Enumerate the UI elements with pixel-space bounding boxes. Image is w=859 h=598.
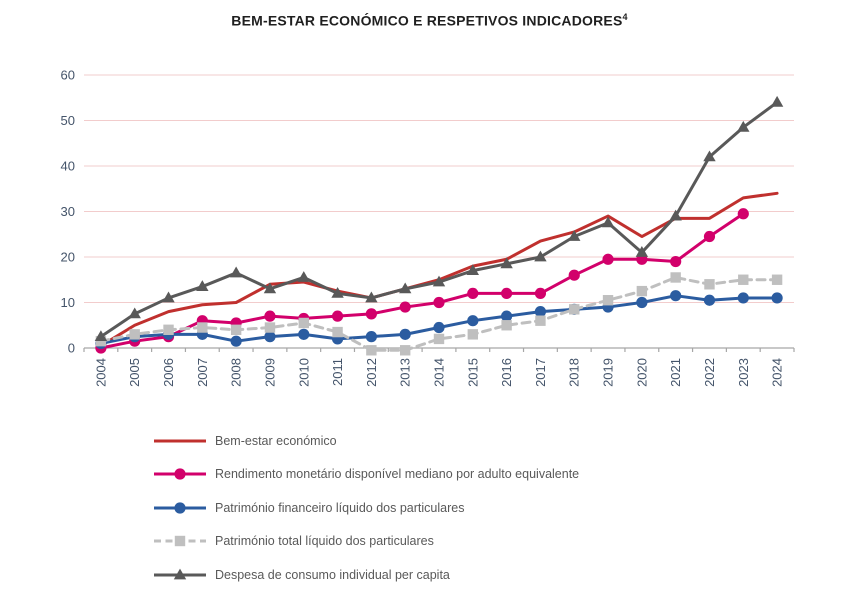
line-chart [0,58,859,420]
data-point-marker [569,270,580,281]
legend-label: Rendimento monetário disponível mediano por adulto equivalente [215,467,580,482]
data-point-marker [704,279,714,289]
data-point-marker [434,334,444,344]
y-axis-tick-label: 50 [60,113,75,128]
data-point-marker [603,295,613,305]
legend-triangle-sample-icon [154,568,206,582]
data-point-marker [332,311,343,322]
data-point-marker [174,502,185,513]
chart-title [0,12,859,29]
chart-legend [154,424,579,592]
x-axis-tick-label: 2014 [431,358,447,387]
data-point-marker [298,271,310,282]
data-point-marker [535,288,546,299]
data-point-marker [231,336,242,347]
data-point-marker [501,288,512,299]
x-axis-tick-label: 2017 [532,358,548,387]
x-axis-tick-label: 2019 [600,358,616,387]
x-axis-tick-label: 2004 [93,358,109,387]
x-axis-tick-label: 2013 [397,358,413,387]
x-axis-tick-label: 2022 [701,358,717,387]
y-axis-tick-label: 60 [60,67,75,83]
x-axis-tick-label: 2010 [296,358,312,387]
data-point-marker [501,320,511,330]
legend-square-sample-icon [154,534,206,548]
data-point-marker [163,325,173,335]
y-axis-tick-label: 40 [60,158,75,174]
data-point-marker [264,311,275,322]
legend-circle-sample-icon [154,501,206,515]
data-point-marker [400,329,411,340]
legend-label: Bem-estar económico [215,433,337,448]
legend-item-5 [154,558,579,592]
data-point-marker [467,288,478,299]
x-axis-tick-label: 2024 [769,358,785,387]
data-point-marker [332,327,342,337]
chart-title-text: BEM-ESTAR ECONÓMICO E RESPETIVOS INDICADORES [231,12,623,29]
data-point-marker [197,322,207,332]
x-axis-tick-label: 2015 [465,358,481,387]
data-point-marker [366,308,377,319]
data-point-marker [670,272,680,282]
y-axis-tick-label: 30 [60,204,75,219]
data-point-marker [738,208,749,219]
data-point-marker [231,325,241,335]
legend-item-1 [154,424,579,458]
data-point-marker [230,267,242,278]
legend-circle-sample-icon [154,467,206,481]
legend-label: Despesa de consumo individual per capita [215,567,450,582]
data-point-marker [299,318,309,328]
data-point-marker [569,304,579,314]
data-point-marker [535,316,545,326]
x-axis-tick-label: 2009 [262,358,278,387]
legend-item-3 [154,491,579,525]
data-point-marker [771,292,782,303]
chart-title-footnote-ref: 4 [622,12,628,22]
x-axis-tick-label: 2008 [228,358,244,387]
data-point-marker [433,297,444,308]
y-axis-tick-label: 20 [60,249,75,265]
legend-label: Património total líquido dos particulares [215,534,434,549]
data-point-marker [602,254,613,265]
data-point-marker [738,292,749,303]
data-point-marker [366,345,376,355]
x-axis-tick-label: 2012 [363,358,379,387]
data-point-marker [400,301,411,312]
x-axis-tick-label: 2005 [127,358,143,387]
x-axis-tick-label: 2021 [668,358,684,387]
data-point-marker [738,275,748,285]
data-point-marker [400,345,410,355]
x-axis-tick-label: 2018 [566,358,582,387]
data-point-marker [467,315,478,326]
data-point-marker [298,329,309,340]
data-point-marker [636,297,647,308]
data-point-marker [174,469,185,480]
legend-item-4 [154,525,579,559]
x-axis-tick-label: 2011 [330,358,346,386]
x-axis-tick-label: 2016 [499,358,515,387]
y-axis-tick-label: 0 [67,340,75,356]
y-axis-tick-label: 10 [60,295,75,310]
x-axis-tick-label: 2023 [735,358,751,387]
legend-label: Património financeiro líquido dos particulares [215,500,465,515]
data-point-marker [704,295,715,306]
data-point-marker [771,96,783,107]
data-point-marker [637,286,647,296]
data-point-marker [433,322,444,333]
data-point-marker [95,330,107,341]
data-point-marker [265,322,275,332]
data-point-marker [670,290,681,301]
data-point-marker [366,331,377,342]
data-point-marker [772,275,782,285]
legend-item-2 [154,458,579,492]
x-axis-tick-label: 2020 [634,358,650,387]
legend-line-sample-icon [154,434,206,448]
data-point-marker [670,256,681,267]
x-axis-tick-label: 2007 [194,358,210,387]
data-point-marker [704,231,715,242]
data-point-marker [130,329,140,339]
data-point-marker [175,536,185,546]
x-axis-tick-label: 2006 [161,358,177,387]
data-point-marker [468,329,478,339]
